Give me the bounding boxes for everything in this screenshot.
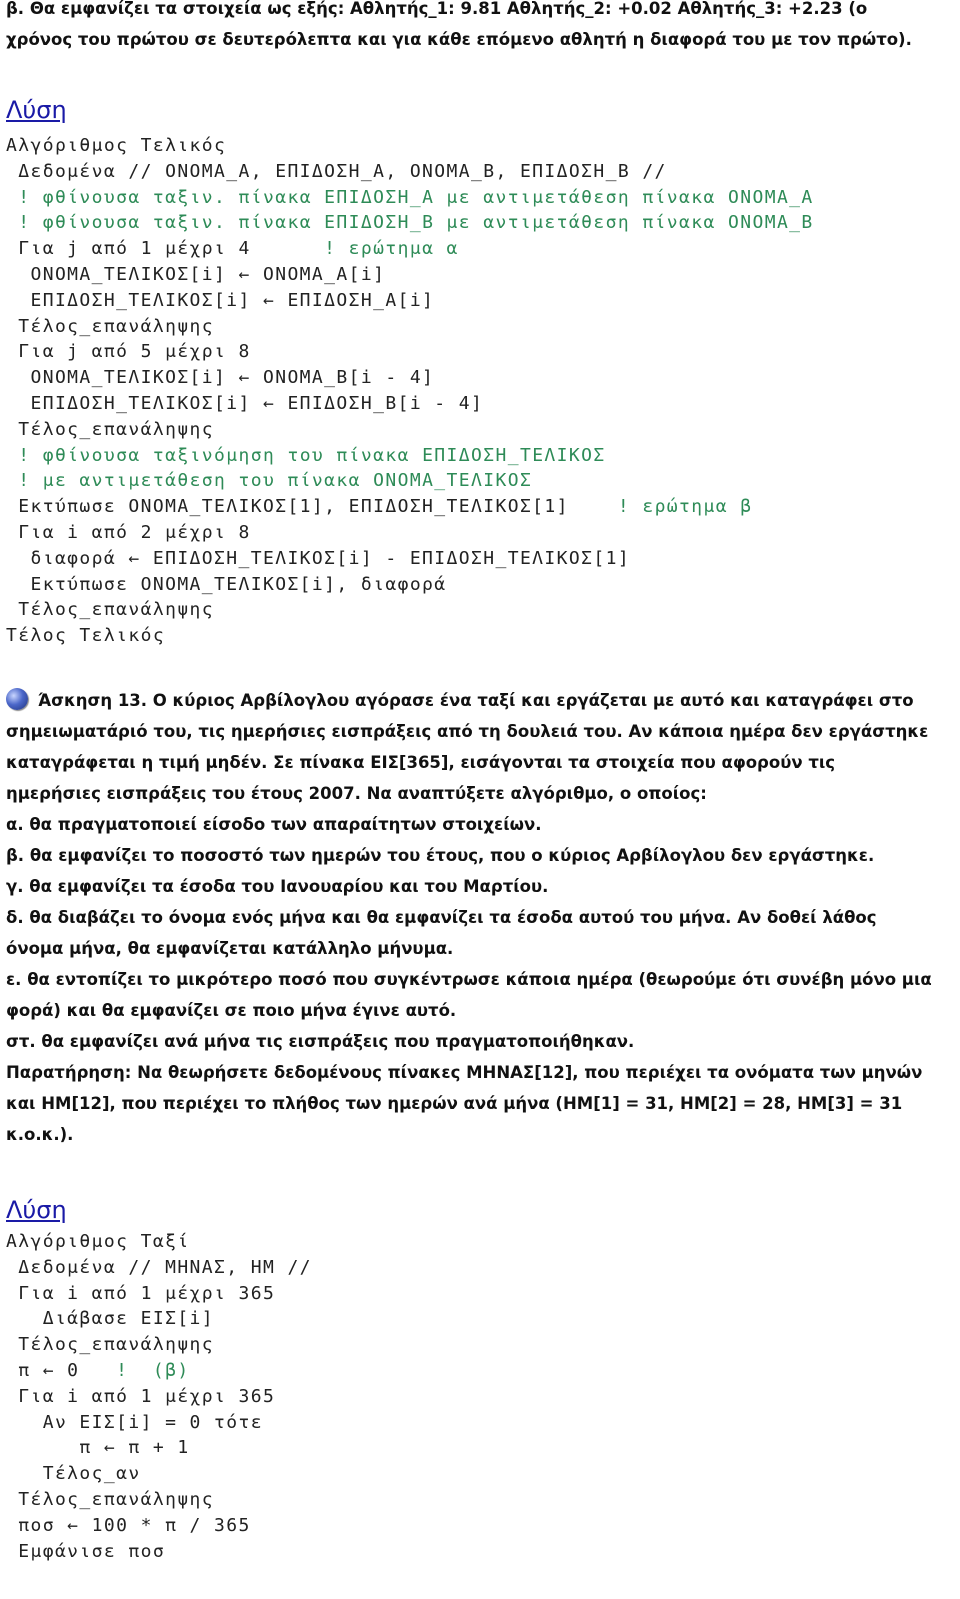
code-text: Για j από 5 μέχρι 8	[6, 341, 251, 363]
code-text	[6, 187, 18, 208]
code-text: ποσ ← 100 * π / 365	[6, 1514, 251, 1536]
code-line	[6, 185, 814, 211]
code-text: Εκτύπωσε ΟΝΟΜΑ_ΤΕΛΙΚΟΣ[1], ΕΠΙΔΟΣΗ_ΤΕΛΙΚΟΣ[1]	[6, 496, 618, 518]
code-line	[6, 546, 814, 572]
solution-2-code	[6, 1229, 312, 1564]
code-text: ΟΝΟΜΑ_ΤΕΛΙΚΟΣ[i] ← ΟΝΟΜΑ_Β[i - 4]	[6, 367, 435, 389]
exercise-line: ημερήσιες εισπράξεις του έτους 2007. Να αναπτύξετε αλγόριθμο, ο οποίος:	[6, 784, 707, 803]
code-text: π ← π + 1	[6, 1437, 190, 1459]
exercise-item-b: β. θα εμφανίζει το ποσοστό των ημερών του έτους, που ο κύριος Αρβίλογλου δεν εργάστηκε.	[6, 846, 875, 865]
code-text: διαφορά ← ΕΠΙΔΟΣΗ_ΤΕΛΙΚΟΣ[i] - ΕΠΙΔΟΣΗ_ΤΕΛΙΚΟΣ[1]	[6, 547, 631, 569]
exercise-note: Παρατήρηση: Να θεωρήσετε δεδομένους πίνακες ΜΗΝΑΣ[12], που περιέχει τα ονόματα των μηνών	[6, 1063, 923, 1082]
code-line	[6, 417, 814, 443]
code-line	[6, 1358, 312, 1384]
code-line	[6, 1306, 312, 1332]
code-text: ΕΠΙΔΟΣΗ_ΤΕΛΙΚΟΣ[i] ← ΕΠΙΔΟΣΗ_Α[i]	[6, 289, 435, 311]
exercise-title-line: Άσκηση 13. Ο κύριος Αρβίλογλου αγόρασε ένα ταξί και εργάζεται με αυτό και καταγράφει στο	[38, 691, 914, 710]
intro-paragraph	[6, 0, 946, 55]
code-line	[6, 1487, 312, 1513]
code-text	[6, 470, 18, 491]
code-comment: ! φθίνουσα ταξιν. πίνακα ΕΠΙΔΟΣΗ_Β με αντιμετάθεση πίνακα ΟΝΟΜΑ_Β	[18, 212, 814, 234]
code-text: Εκτύπωσε ΟΝΟΜΑ_ΤΕΛΙΚΟΣ[i], διαφορά	[6, 573, 447, 595]
exercise-item-st: στ. θα εμφανίζει ανά μήνα τις εισπράξεις που πραγματοποιήθηκαν.	[6, 1032, 635, 1051]
code-line	[6, 1513, 312, 1539]
code-text: ΕΠΙΔΟΣΗ_ΤΕΛΙΚΟΣ[i] ← ΕΠΙΔΟΣΗ_Β[i - 4]	[6, 392, 484, 414]
exercise-13	[6, 685, 941, 1150]
document-page	[6, 0, 946, 1562]
code-text: Τέλος_επανάληψης	[6, 1488, 215, 1510]
code-line	[6, 520, 814, 546]
code-line	[6, 1281, 312, 1307]
code-line	[6, 1255, 312, 1281]
exercise-line: σημειωματάριό του, τις ημερήσιες εισπράξεις από τη δουλειά του. Αν κάποια ημέρα δεν εργάστηκε	[6, 722, 929, 741]
code-comment: ! ερώτημα β	[617, 496, 753, 518]
code-comment: ! με αντιμετάθεση του πίνακα ΟΝΟΜΑ_ΤΕΛΙΚΟΣ	[18, 470, 533, 492]
code-text: Για j από 1 μέχρι 4	[6, 238, 325, 260]
code-line	[6, 1410, 312, 1436]
code-text: Τέλος_επανάληψης	[6, 599, 215, 621]
code-line	[6, 572, 814, 598]
code-text: Τέλος_επανάληψης	[6, 418, 215, 440]
code-text: Αν ΕΙΣ[i] = 0 τότε	[6, 1411, 263, 1433]
exercise-item-c: γ. θα εμφανίζει τα έσοδα του Ιανουαρίου και του Μαρτίου.	[6, 877, 549, 896]
solution-1-code	[6, 133, 814, 649]
code-text: Για i από 2 μέχρι 8	[6, 521, 251, 543]
code-text: π ← 0	[6, 1359, 117, 1381]
exercise-item-e: ε. θα εντοπίζει το μικρότερο ποσό που συγκέντρωσε κάποια ημέρα (θεωρούμε ότι συνέβη μόνο μια	[6, 970, 932, 989]
code-line	[6, 314, 814, 340]
code-comment: ! ερώτημα α	[324, 238, 459, 260]
code-line	[6, 159, 814, 185]
code-text: Δεδομένα // ΜΗΝΑΣ, ΗΜ //	[6, 1256, 312, 1278]
code-text	[6, 445, 18, 466]
exercise-line	[6, 685, 941, 716]
code-line	[6, 262, 814, 288]
code-line	[6, 1435, 312, 1461]
intro-line: χρόνος του πρώτου σε δευτερόλεπτα και για κάθε επόμενο αθλητή η διαφορά του με τον πρώτο).	[6, 30, 912, 49]
code-comment: ! φθίνουσα ταξιν. πίνακα ΕΠΙΔΟΣΗ_Α με αντιμετάθεση πίνακα ΟΝΟΜΑ_Α	[18, 186, 814, 208]
code-text: Τέλος_επανάληψης	[6, 1334, 215, 1356]
code-line	[6, 597, 814, 623]
code-line	[6, 339, 814, 365]
code-line	[6, 133, 814, 159]
code-line	[6, 288, 814, 314]
code-line	[6, 494, 814, 520]
code-text: Εμφάνισε ποσ	[6, 1540, 166, 1562]
exercise-item-a: α. θα πραγματοποιεί είσοδο των απαραίτητων στοιχείων.	[6, 815, 542, 834]
code-line	[6, 1229, 312, 1255]
code-line	[6, 623, 814, 649]
code-text: Τέλος_επανάληψης	[6, 315, 215, 337]
code-line	[6, 1461, 312, 1487]
code-text: Για i από 1 μέχρι 365	[6, 1385, 276, 1407]
exercise-line: και ΗΜ[12], που περιέχει το πλήθος των ημερών ανά μήνα (ΗΜ[1] = 31, ΗΜ[2] = 28, ΗΜ[3] = 31	[6, 1094, 903, 1113]
solution-heading[interactable]: Λύση	[6, 1196, 67, 1224]
code-text: Αλγόριθμος Ταξί	[6, 1231, 190, 1252]
intro-line: β. Θα εμφανίζει τα στοιχεία ως εξής: Αθλητής_1: 9.81 Αθλητής_2: +0.02 Αθλητής_3: +2.23 (ο	[6, 0, 868, 18]
code-comment: ! φθίνουσα ταξινόμηση του πίνακα ΕΠΙΔΟΣΗ_ΤΕΛΙΚΟΣ	[18, 444, 606, 466]
code-line	[6, 210, 814, 236]
solution-heading[interactable]: Λύση	[6, 96, 67, 124]
code-comment: ! (β)	[116, 1359, 190, 1381]
code-line	[6, 1539, 312, 1565]
code-line	[6, 1332, 312, 1358]
code-line	[6, 365, 814, 391]
exercise-line: κ.ο.κ.).	[6, 1125, 74, 1144]
code-line	[6, 1384, 312, 1410]
code-text: Αλγόριθμος Τελικός	[6, 135, 227, 156]
code-text: ΟΝΟΜΑ_ΤΕΛΙΚΟΣ[i] ← ΟΝΟΜΑ_Α[i]	[6, 263, 386, 285]
code-text: Για i από 1 μέχρι 365	[6, 1282, 276, 1304]
bullet-sphere-icon	[6, 688, 28, 710]
code-text: Διάβασε ΕΙΣ[i]	[6, 1308, 215, 1330]
exercise-line: φορά) και θα εμφανίζει σε ποιο μήνα έγινε αυτό.	[6, 1001, 457, 1020]
code-text: Τέλος Τελικός	[6, 625, 166, 647]
code-text: Τέλος_αν	[6, 1463, 141, 1485]
code-line	[6, 236, 814, 262]
code-line	[6, 443, 814, 469]
code-text	[6, 212, 18, 233]
code-line	[6, 468, 814, 494]
exercise-item-d: δ. θα διαβάζει το όνομα ενός μήνα και θα εμφανίζει τα έσοδα αυτού του μήνα. Αν δοθεί λάθος	[6, 908, 877, 927]
code-text: Δεδομένα // ΟΝΟΜΑ_Α, ΕΠΙΔΟΣΗ_Α, ΟΝΟΜΑ_Β, ΕΠΙΔΟΣΗ_Β //	[6, 160, 667, 182]
exercise-line: καταγράφεται η τιμή μηδέν. Σε πίνακα ΕΙΣ[365], εισάγονται τα στοιχεία που αφορούν τις	[6, 753, 836, 772]
exercise-line: όνομα μήνα, θα εμφανίζεται κατάλληλο μήνυμα.	[6, 939, 454, 958]
code-line	[6, 391, 814, 417]
